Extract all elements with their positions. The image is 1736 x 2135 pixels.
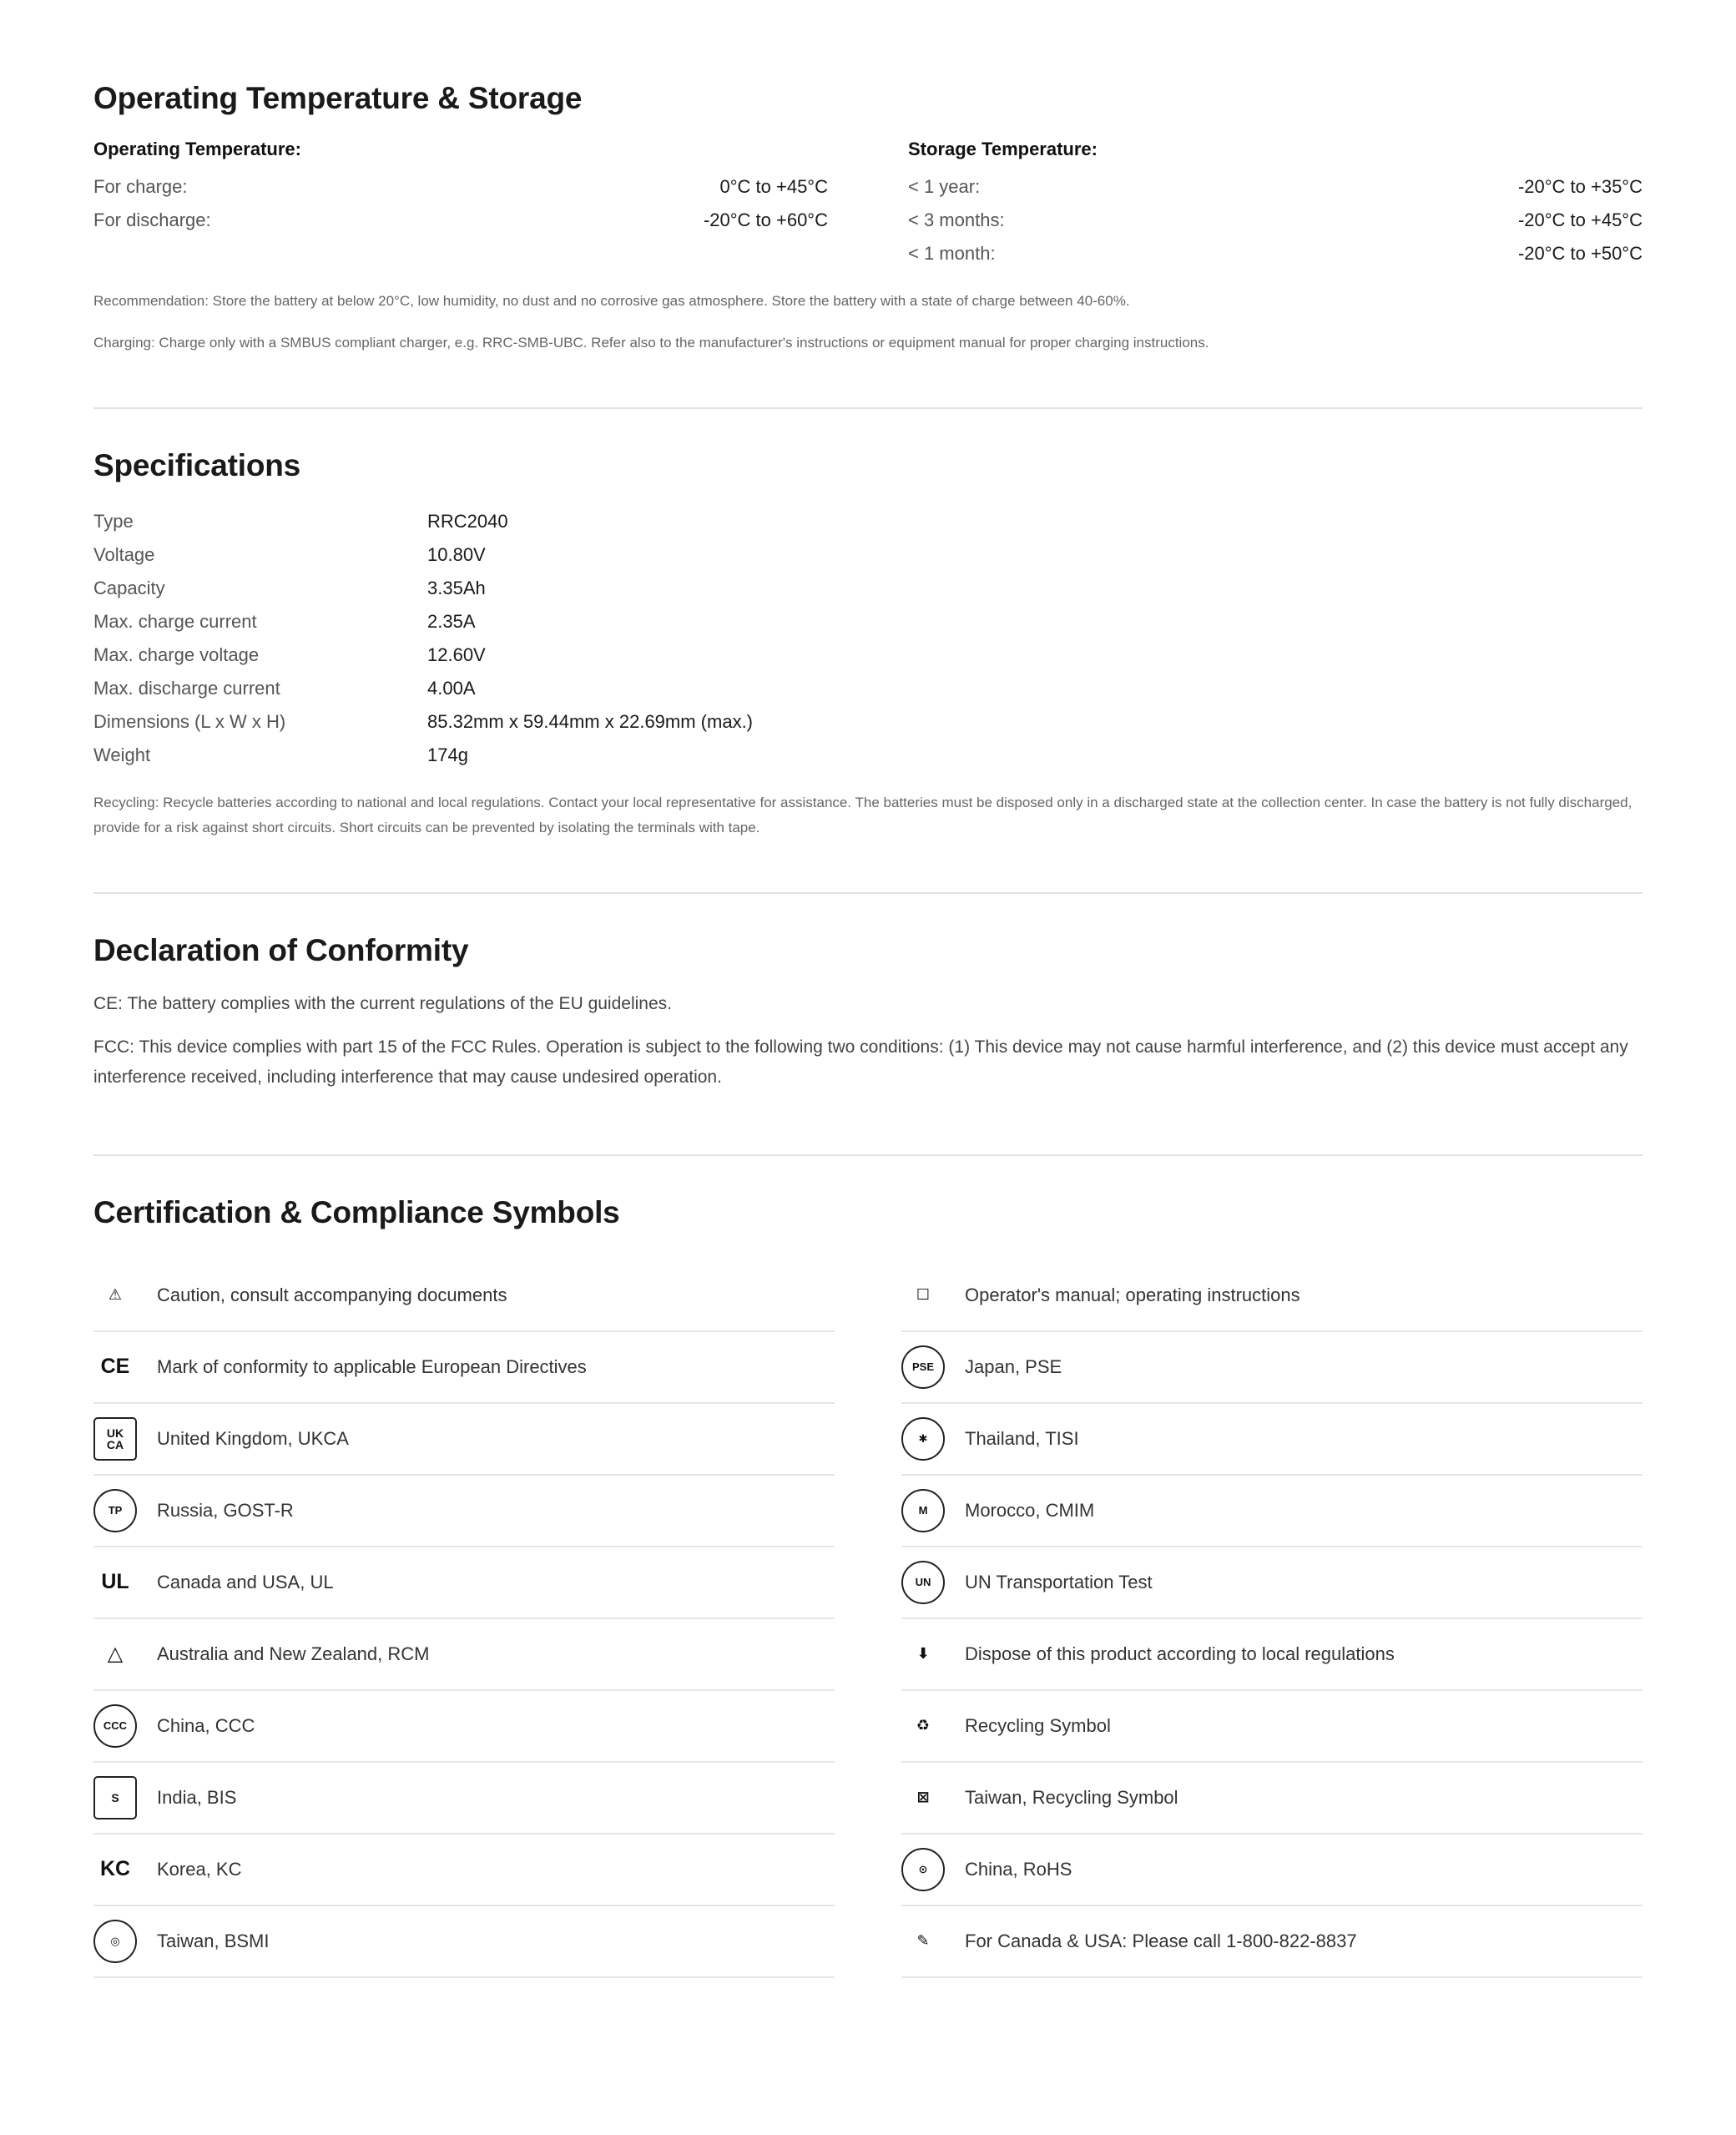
symbol-row [93,1691,835,1763]
temperature-grid [93,137,1643,270]
symbol-label: Thailand, TISI [965,1427,1079,1449]
pse-mark-icon: PSE [901,1345,945,1389]
symbols-right-column [901,1260,1643,1978]
symbol-row [901,1906,1643,1978]
spec-row [93,672,1643,705]
spec-label: Type [93,510,134,532]
temperature-row [908,237,1643,270]
symbol-label: Taiwan, Recycling Symbol [965,1786,1178,1808]
symbol-label: Canada and USA, UL [157,1571,334,1592]
phone-note-icon: ✎ [916,1932,930,1950]
cmim-mark-icon: M [901,1489,945,1532]
symbol-label: Mark of conformity to applicable European Directives [157,1355,587,1377]
temperature-label: For discharge: [93,209,211,231]
symbol-row [901,1835,1643,1906]
spec-value: 3.35Ah [427,577,486,598]
temperature-label: < 1 month: [908,243,996,265]
temperature-row [93,170,828,204]
tisi-mark-icon: ✱ [901,1417,945,1461]
operating-temperature-column [93,137,828,270]
symbol-row [93,1547,835,1619]
operating-temperature-section [93,80,1643,356]
fcc-statement: FCC: This device complies with part 15 of the FCC Rules. Operation is subject to the following two conditions: (1) This device may not cause harmful interference, and (2) this device must accept any interference received, including interference that may cause undesired operation. [93,1037,1628,1088]
spec-label: Dimensions (L x W x H) [93,710,286,732]
symbol-label: Caution, consult accompanying documents [157,1284,507,1305]
ce-mark-icon: CE [100,1355,130,1379]
spec-value: 4.00A [427,677,476,699]
symbol-label: UN Transportation Test [965,1571,1153,1592]
section-title-symbols: Certification & Compliance Symbols [93,1195,620,1230]
ce-statement: CE: The battery complies with the current regulations of the EU guidelines. [93,994,672,1014]
gost-r-mark-icon: TP [93,1489,137,1532]
temperature-value: -20°C to +50°C [1517,243,1643,265]
rohs-mark-icon: ⊙ [901,1848,945,1891]
specifications-section [93,447,1643,840]
symbol-label: China, RoHS [965,1858,1072,1880]
symbol-row [93,1332,835,1404]
symbol-label: Taiwan, BSMI [157,1930,270,1951]
recommendation-note: Recommendation: Store the battery at below 20°C, low humidity, no dust and no corrosive gas atmosphere. Store the battery with a state of charge between 40-60%. [93,293,1130,310]
spec-value: 12.60V [427,644,486,665]
symbol-row [93,1906,835,1978]
symbol-row [901,1476,1643,1547]
symbol-label: China, CCC [157,1714,255,1736]
spec-label: Max. discharge current [93,677,280,699]
rcm-mark-icon: △ [107,1643,124,1666]
spec-value: 174g [427,744,468,765]
symbol-row [901,1691,1643,1763]
section-title-declaration: Declaration of Conformity [93,932,469,967]
symbol-row [93,1835,835,1906]
symbol-row [93,1260,835,1332]
spec-label: Voltage [93,543,155,565]
symbol-row [93,1404,835,1476]
operating-temperature-heading: Operating Temperature: [93,139,301,160]
symbol-label: United Kingdom, UKCA [157,1427,349,1449]
section-title-specifications: Specifications [93,448,301,483]
caution-icon: ⚠ [108,1286,123,1304]
spec-row [93,572,1643,605]
bsmi-mark-icon: ◎ [93,1920,137,1963]
section-divider [93,407,1643,409]
spec-row [93,638,1643,672]
section-title-operating: Operating Temperature & Storage [93,81,583,115]
storage-temperature-heading: Storage Temperature: [908,139,1098,160]
ccc-mark-icon: CCC [93,1704,137,1748]
symbol-label: Korea, KC [157,1858,242,1880]
temperature-value: -20°C to +35°C [1517,176,1643,198]
temperature-value: -20°C to +60°C [703,209,828,231]
symbol-row [901,1763,1643,1835]
ul-mark-icon: UL [101,1570,129,1594]
symbols-grid [93,1260,1643,1978]
dispose-icon: ⬇ [916,1645,930,1663]
symbol-label: Morocco, CMIM [965,1499,1095,1521]
symbol-row [901,1619,1643,1691]
symbol-label: Dispose of this product according to local regulations [965,1643,1395,1664]
ukca-mark-icon: UK CA [93,1417,137,1461]
charging-note: Charging: Charge only with a SMBUS compliant charger, e.g. RRC-SMB-UBC. Refer also to the manufacturer's instructions or equipment manual for proper charging instructions. [93,335,1209,351]
spec-value: 10.80V [427,543,486,565]
symbol-row [93,1476,835,1547]
spec-row [93,705,1643,739]
temperature-row [908,204,1643,237]
symbol-row [901,1332,1643,1404]
temperature-value: 0°C to +45°C [719,176,828,198]
spec-value: RRC2040 [427,510,508,532]
symbol-label: India, BIS [157,1786,237,1808]
symbol-row [901,1260,1643,1332]
section-divider [93,892,1643,894]
storage-temperature-column [908,137,1643,270]
spec-label: Max. charge voltage [93,644,260,665]
recycling-note: Recycling: Recycle batteries according to national and local regulations. Contact your local representative for assistance. The batteries must be disposed only in a discharged state at the collection center. In case the battery is not fully discharged, provide for a risk against short circuits. Short circuits can be prevented by isolating the terminals with tape. [93,794,1633,835]
temperature-label: For charge: [93,176,188,198]
symbol-row [901,1404,1643,1476]
spec-label: Capacity [93,577,165,598]
kc-mark-icon: KC [99,1857,131,1881]
temperature-row [908,170,1643,204]
symbol-row [901,1547,1643,1619]
temperature-row [93,204,828,237]
temperature-value: -20°C to +45°C [1517,209,1643,231]
symbol-label: Japan, PSE [965,1355,1062,1377]
symbol-label: Russia, GOST-R [157,1499,294,1521]
recycling-icon: ♻ [916,1717,931,1734]
spec-row [93,605,1643,638]
spec-label: Max. charge current [93,610,257,632]
spec-value: 2.35A [427,610,476,632]
spec-row [93,505,1643,538]
manual-icon: ☐ [916,1286,931,1304]
un-mark-icon: UN [901,1561,945,1604]
symbol-label: Australia and New Zealand, RCM [157,1643,430,1664]
temperature-label: < 1 year: [908,176,981,198]
bis-mark-icon: S [93,1776,137,1820]
declaration-section [93,932,1643,1093]
spec-row [93,739,1643,772]
section-divider [93,1154,1643,1156]
symbol-label: For Canada & USA: Please call 1-800-822-8837 [965,1930,1357,1951]
symbols-left-column [93,1260,835,1978]
spec-value: 85.32mm x 59.44mm x 22.69mm (max.) [427,710,754,732]
spec-row [93,538,1643,572]
symbol-label: Operator's manual; operating instructions [965,1284,1300,1305]
symbol-row [93,1763,835,1835]
specifications-table [93,505,1643,772]
symbol-row [93,1619,835,1691]
symbols-section [93,1194,1643,1977]
symbol-label: Recycling Symbol [965,1714,1111,1736]
taiwan-recycling-icon: ⊠ [916,1789,930,1806]
temperature-label: < 3 months: [908,209,1005,231]
spec-label: Weight [93,744,151,765]
